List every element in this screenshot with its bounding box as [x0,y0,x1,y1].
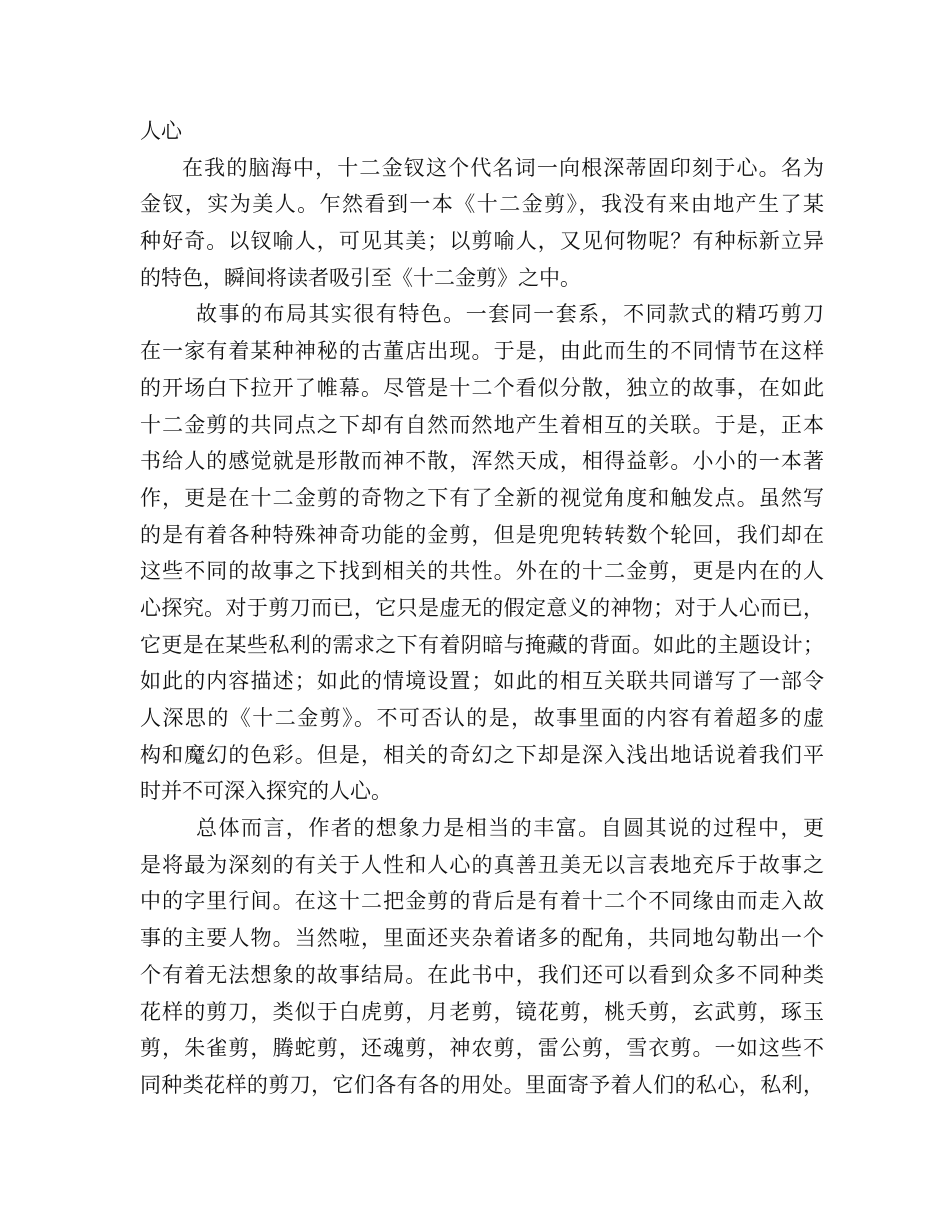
text-line: 是将最为深刻的有关于人性和人心的真善丑美无以言表地充斥于故事之 [140,852,824,877]
paragraph-first-line: 故事的布局其实很有特色。一套同一套系，不同款式的精巧剪刀 [196,302,824,327]
text-line: 剪，朱雀剪，腾蛇剪，还魂剪，神农剪，雷公剪，雪衣剪。一如这些不 [140,1036,824,1061]
paragraph-first-line: 总体而言，作者的想象力是相当的丰富。自圆其说的过程中，更 [196,816,824,841]
document-body [140,113,824,1104]
text-line: 的开场白下拉开了帷幕。尽管是十二个看似分散，独立的故事，在如此 [140,375,824,400]
text-line: 人深思的《十二金剪》。不可否认的是，故事里面的内容有着超多的虚 [140,706,824,730]
text-line: 的特色，瞬间将读者吸引至《十二金剪》之中。 [140,265,581,290]
text-line: 作，更是在十二金剪的奇物之下有了全新的视觉角度和触发点。虽然写 [140,485,824,510]
text-line: 心探究。对于剪刀而已，它只是虚无的假定意义的神物；对于人心而已， [140,595,824,620]
text-line: 金钗，实为美人。乍然看到一本《十二金剪》，我没有来由地产生了某 [140,192,824,217]
text-line: 个有着无法想象的故事结局。在此书中，我们还可以看到众多不同种类 [140,962,824,987]
text-line: 十二金剪的共同点之下却有自然而然地产生着相互的关联。于是，正本 [140,412,824,437]
text-line: 时并不可深入探究的人心。 [140,779,392,804]
text-line: 同种类花样的剪刀，它们各有各的用处。里面寄予着人们的私心，私利， [140,1072,824,1097]
text-line: 的是有着各种特殊神奇功能的金剪，但是兜兜转转数个轮回，我们却在 [140,522,824,547]
text-line: 花样的剪刀，类似于白虎剪，月老剪，镜花剪，桃夭剪，玄武剪，琢玉 [140,999,824,1024]
text-line: 构和魔幻的色彩。但是，相关的奇幻之下却是深入浅出地话说着我们平 [140,742,824,767]
text-line: 人心 [140,119,182,143]
paragraph-first-line: 在我的脑海中，十二金钗这个代名词一向根深蒂固印刻于心。名为 [182,155,824,180]
text-line: 中的字里行间。在这十二把金剪的背后是有着十二个不同缘由而走入故 [140,889,824,914]
text-line: 种好奇。以钗喻人，可见其美；以剪喻人，又见何物呢？有种标新立异 [140,229,824,254]
text-line: 这些不同的故事之下找到相关的共性。外在的十二金剪，更是内在的人 [140,559,824,584]
text-line: 事的主要人物。当然啦，里面还夹杂着诸多的配角，共同地勾勒出一个 [140,926,824,951]
text-line: 书给人的感觉就是形散而神不散，浑然天成，相得益彰。小小的一本著 [140,449,824,474]
text-line: 在一家有着某种神秘的古董店出现。于是，由此而生的不同情节在这样 [140,339,824,364]
text-line: 它更是在某些私利的需求之下有着阴暗与掩藏的背面。如此的主题设计； [140,632,824,657]
text-line: 如此的内容描述；如此的情境设置；如此的相互关联共同谱写了一部令 [140,669,824,694]
